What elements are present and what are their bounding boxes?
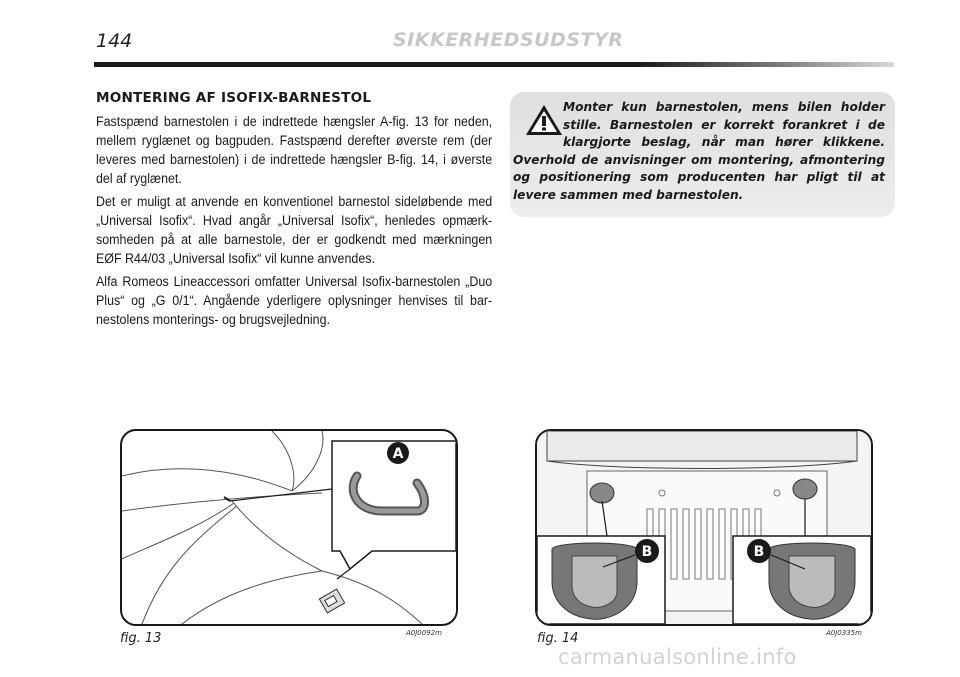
article-paragraph-2: Det er muligt at anvende en konventionel barnestol sideløbende med „Universal Isofix“. Hvad angår „Universal Isofix“, henledes opmærksomheden på at alle barnestole, der er godkendt med mærkningen EØF R44/03 „Universal Isofix“ vil kunne anvendes. (96, 194, 493, 266)
figure-14-code: A0J0335m (826, 629, 862, 637)
footer-watermark: carmanualsonline.info (558, 645, 797, 669)
callout-a-label: A (392, 446, 404, 462)
callout-b-left-label: B (641, 544, 653, 560)
warning-text-block (513, 99, 885, 205)
figure-14-caption: fig. 14 (537, 631, 579, 646)
header-rule (94, 62, 894, 67)
figure-13-illustration (122, 431, 456, 624)
figure-13-caption: fig. 13 (120, 631, 162, 646)
article-paragraph-1: Fastspænd barnestolen i de indrettede hængsler A-fig. 13 for neden, mellem ryglænet og bagpuden. Fastspænd derefter øverste rem (der leveres med barnestolen) i de indrettede hængsler B-fig. 14, i øverste del af ryglænet. (96, 114, 493, 186)
section-title: SIKKERHEDSUDSTYR (393, 29, 624, 51)
page-number: 144 (96, 30, 133, 52)
warning-text: Monter kun barnestolen, mens bilen holder stille. Barnestolen er korrekt forankret i de klargjorte beslag, når man hører klikkene. Overhold de anvisninger om montering, afmontering og positionering som producenten har pligt til at levere sammen med barnestolen. (513, 100, 885, 202)
figure-14 (535, 429, 873, 626)
article-column (96, 90, 492, 333)
article-heading: MONTERING AF ISOFIX-BARNESTOL (96, 90, 372, 106)
warning-icon-spacer (513, 99, 563, 149)
figure-14-illustration (537, 431, 871, 624)
figure-13 (120, 429, 458, 626)
figure-13-code: A0J0092m (406, 629, 442, 637)
callout-b-right-label: B (753, 544, 765, 560)
article-paragraph-3: Alfa Romeos Lineaccessori omfatter Universal Isofix-barnestolen „Duo Plus“ og „G 0/1“. Angående yderligere oplysninger henvises til barnestolens monterings- og brugsvejledning. (96, 274, 493, 327)
